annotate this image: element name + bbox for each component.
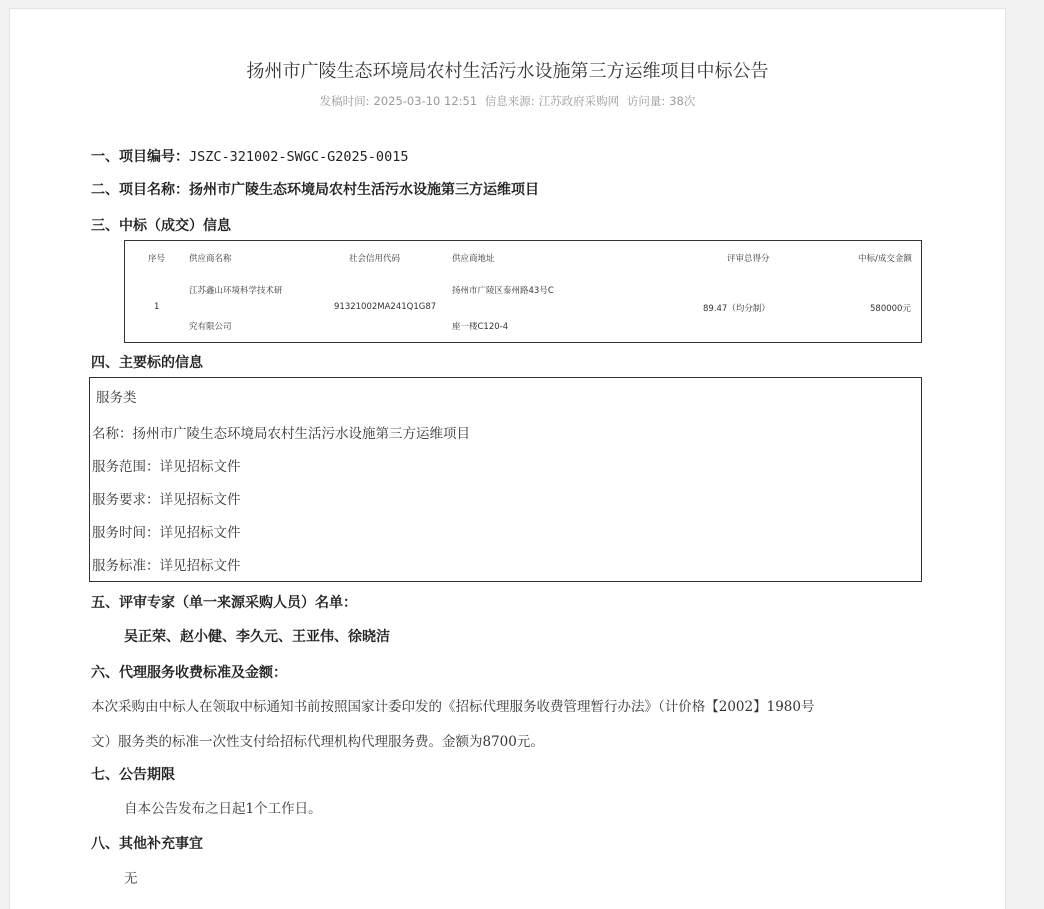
subject-period: 服务时间：详见招标文件 xyxy=(92,525,241,541)
views-label: 访问量: xyxy=(626,94,666,108)
header-score: 评审总得分 xyxy=(727,254,770,264)
section-agency-fee: 六、代理服务收费标准及金额： xyxy=(91,665,287,681)
header-credit-code: 社会信用代码 xyxy=(349,254,401,264)
cell-score: 89.47（均分制） xyxy=(703,304,770,314)
cell-supplier-line2: 究有限公司 xyxy=(189,322,232,332)
subject-scope: 服务范围：详见招标文件 xyxy=(92,459,241,475)
other-matters-text: 无 xyxy=(124,871,138,887)
agency-fee-line1: 本次采购由中标人在领取中标通知书前按照国家计委印发的《招标代理服务收费管理暂行办法》（计价格【2002】1980号 xyxy=(91,699,815,715)
notice-period-text: 自本公告发布之日起1个工作日。 xyxy=(124,801,322,817)
agency-fee-line2: 文）服务类的标准一次性支付给招标代理机构代理服务费。金额为8700元。 xyxy=(91,734,544,750)
project-number: JSZC-321002-SWGC-G2025-0015 xyxy=(189,149,409,165)
section-other-matters: 八、其他补充事宜 xyxy=(91,836,203,852)
header-address: 供应商地址 xyxy=(452,254,495,264)
cell-address-line1: 扬州市广陵区泰州路43号C xyxy=(452,286,554,296)
cell-address-line2: 座一楼C120-4 xyxy=(452,322,509,332)
notice-page xyxy=(9,8,1006,909)
publish-time-label: 发稿时间: xyxy=(319,94,370,108)
subject-info-box xyxy=(89,377,922,582)
section-heading: 二、项目名称： xyxy=(91,182,189,198)
cell-seq: 1 xyxy=(154,302,160,312)
section-project-number xyxy=(91,146,408,166)
section-project-name xyxy=(91,179,539,199)
cell-supplier-line1: 江苏鑫山环境科学技术研 xyxy=(189,286,283,296)
source-name: 江苏政府采购网 xyxy=(538,94,620,108)
header-amount: 中标/成交金额 xyxy=(858,254,912,264)
section-award-info: 三、中标（成交）信息 xyxy=(91,218,231,234)
section-subject-info: 四、主要标的信息 xyxy=(91,355,203,371)
view-count: 38次 xyxy=(669,94,696,108)
section-experts: 五、评审专家（单一来源采购人员）名单： xyxy=(91,595,357,611)
article-meta xyxy=(10,93,1005,109)
subject-standard: 服务标准：详见招标文件 xyxy=(92,558,241,574)
subject-name: 名称：扬州市广陵生态环境局农村生活污水设施第三方运维项目 xyxy=(92,426,470,442)
header-supplier: 供应商名称 xyxy=(189,254,232,264)
section-notice-period: 七、公告期限 xyxy=(91,767,175,783)
publish-time: 2025-03-10 12:51 xyxy=(373,94,478,108)
subject-category: 服务类 xyxy=(96,390,137,406)
header-seq: 序号 xyxy=(148,254,166,264)
section-heading: 一、项目编号： xyxy=(91,149,189,165)
subject-requirements: 服务要求：详见招标文件 xyxy=(92,492,241,508)
source-label: 信息来源: xyxy=(484,94,535,108)
cell-credit-code: 91321002MA241Q1G87 xyxy=(334,302,437,312)
cell-amount: 580000元 xyxy=(870,304,911,314)
award-table xyxy=(124,240,922,343)
expert-list: 吴正荣、赵小健、李久元、王亚伟、徐晓洁 xyxy=(124,629,390,645)
page-title: 扬州市广陵生态环境局农村生活污水设施第三方运维项目中标公告 xyxy=(246,61,769,82)
project-name: 扬州市广陵生态环境局农村生活污水设施第三方运维项目 xyxy=(189,182,539,198)
